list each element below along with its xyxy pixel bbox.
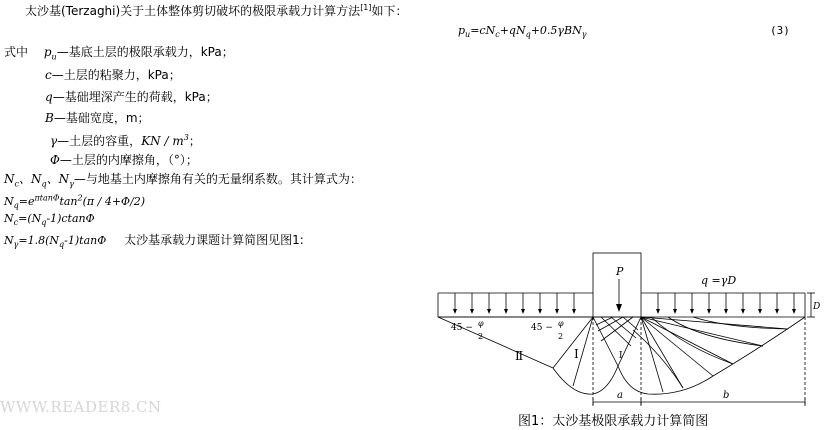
intro-paragraph [25, 4, 408, 18]
footing-block [593, 253, 641, 317]
symbol-q: q [45, 90, 53, 104]
def-phi [50, 153, 198, 167]
main-formula: $p_u=cN_c+qN_q+0.5\gamma BN_\gamma$ [458, 24, 587, 40]
symbol-phi: Φ [50, 153, 60, 167]
label-P: P [616, 265, 624, 278]
def-q [45, 90, 218, 104]
svg-text:2: 2 [478, 332, 484, 341]
label-D: D [813, 302, 821, 312]
figure-reference: 太沙基承载力课题计算简图见图1: [124, 233, 304, 247]
zone-I: Ⅰ [574, 347, 579, 361]
zone-II: Ⅱ [515, 349, 524, 363]
def-B [45, 111, 150, 125]
gamma-unit: KN / $m^3$ [141, 133, 189, 148]
watermark: WWW.READER8.CN [0, 398, 162, 416]
def-q-text: —基础埋深产生的荷载，kPa； [52, 90, 218, 104]
symbol-Ns: $N_c$、$N_q$、$N_\gamma$ [4, 172, 74, 189]
svg-text:φ: φ [478, 319, 484, 328]
symbol-B: B [45, 111, 54, 125]
intro-tail: 如下： [371, 4, 408, 18]
dim-a: a [617, 390, 623, 401]
def-Ns [4, 172, 362, 189]
def-gamma-text: —土层的容重， [57, 134, 142, 148]
angle-mid: 45 − [531, 323, 553, 333]
surcharge-arrows [455, 293, 794, 311]
figure-caption: 图1：太沙基极限承载力计算简图 [518, 414, 709, 429]
def-phi-text: —土层的内摩擦角，（°）； [59, 153, 198, 167]
formula-ng: $N_\gamma=1.8(N_q-1)\tan\Phi$ 太沙基承载力课题计算简图见图1: [4, 233, 304, 250]
def-pu-text: —基底土层的极限承载力，kPa； [56, 45, 234, 59]
def-B-text: —基础宽度，m； [53, 111, 150, 125]
def-pu [4, 45, 234, 62]
intro-text: 太沙基(Terzaghi)关于土体整体剪切破坏的极限承载力计算方法 [25, 4, 361, 18]
angle-left: 45 − [451, 323, 473, 333]
symbol-pu: $p_u$ [43, 45, 57, 62]
citation-ref: [1] [360, 3, 372, 12]
formula-number: (3) [770, 24, 790, 37]
dim-b: b [723, 390, 730, 401]
symbol-gamma: γ [50, 134, 58, 148]
formula-nc: $N_c=(N_q-1)ctan\Phi$ [4, 212, 95, 228]
def-c-text: —土层的粘聚力，kPa； [51, 68, 181, 82]
symbol-c: c [45, 68, 52, 82]
def-Ns-text: —与地基土内摩擦角有关的无量纲系数。其计算式为： [73, 172, 362, 186]
def-c [45, 68, 181, 82]
label-q: q =γD [701, 274, 737, 287]
svg-text:2: 2 [558, 332, 564, 341]
terzaghi-diagram [433, 246, 828, 412]
formula-nq: $N_q=e^{\pi tan\Phi}\tan^2(\pi / 4+\Phi/2)$ [4, 193, 146, 211]
zone-small: Ⅰ [619, 351, 623, 361]
def-gamma: γ—土层的容重，KN / $m^3$； [50, 133, 201, 148]
def-lead: 式中 [4, 45, 29, 59]
svg-text:φ: φ [558, 319, 564, 328]
log-spiral-left [553, 366, 618, 394]
